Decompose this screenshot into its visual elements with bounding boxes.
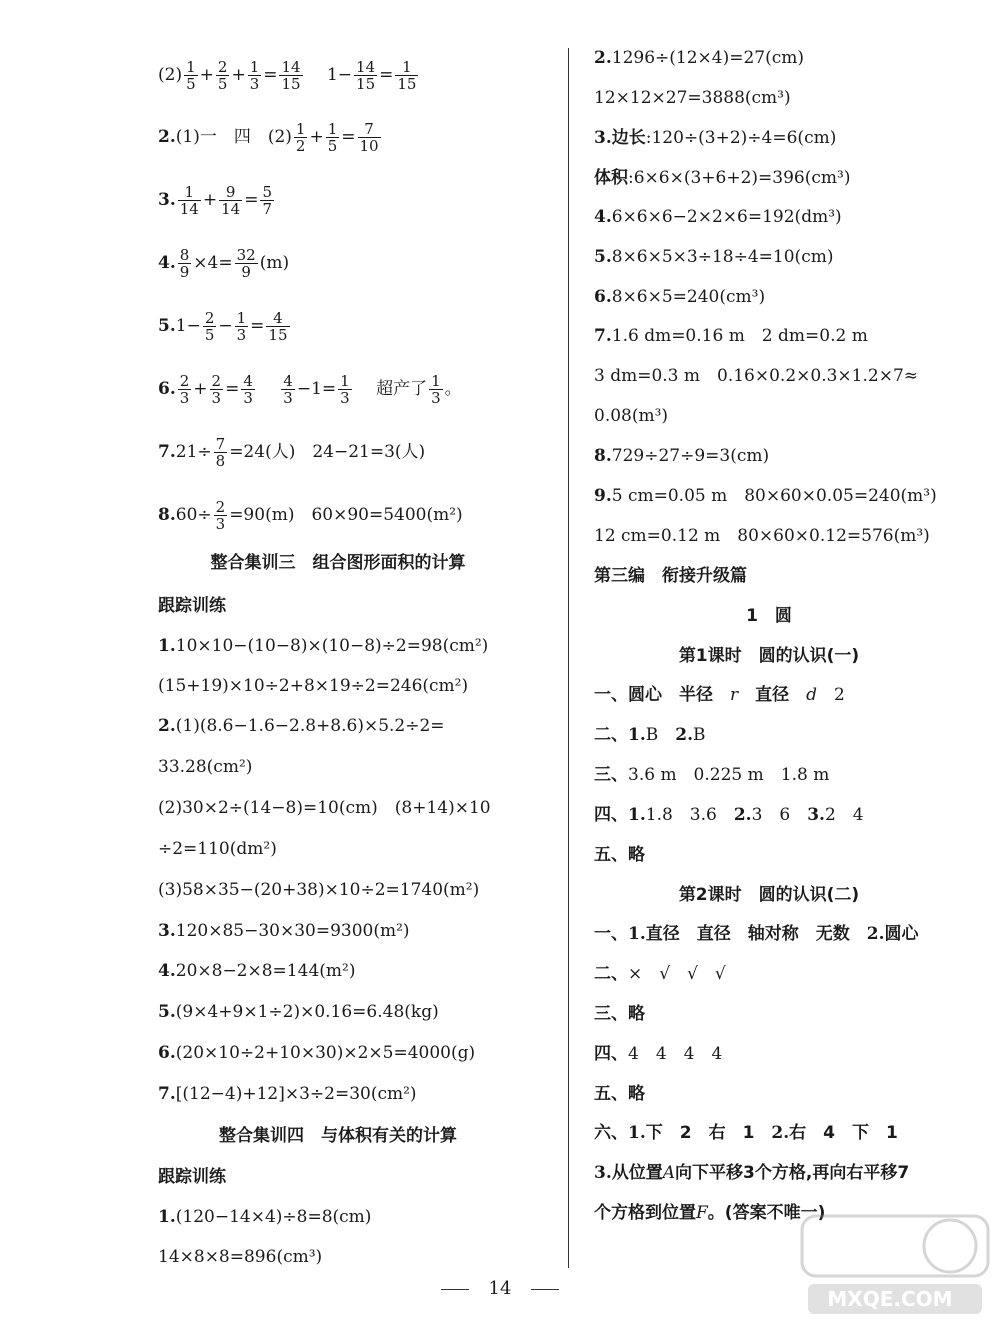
text: −1= [296,379,337,399]
answer-b1 [158,1205,371,1229]
answer-r9-cont: 12 cm=0.12 m 80×60×0.12=576(m³) [594,526,930,546]
answer-a1-cont: (15+19)×10÷2+8×19÷2=246(cm²) [158,676,469,696]
text: 向下平移3个方格,再向右平移7 [675,1163,910,1183]
item-number: 四、 [594,1044,628,1064]
item-number: 7. [594,326,612,346]
answer-r9 [594,484,937,508]
fraction: $\frac{4}{3}$ [243,372,253,407]
section-heading-4: 整合集训四 与体积有关的计算 [219,1126,457,1146]
fraction: $\frac{7}{10}$ [359,120,379,155]
lesson-1-heading: 第1课时 圆的认识(一) [678,646,860,666]
text: (1)一 四 (2) [175,127,292,147]
answer-a2-part2-cont: ÷2=110(dm²) [158,839,277,859]
item-number: 5. [158,1002,176,1022]
item-number: 6. [594,287,612,307]
unit-heading: 1 圆 [746,606,792,626]
item-number: 五、 [594,845,628,865]
answer-d1 [594,922,919,946]
answer-5: 5.1− $\frac{2}{5}$ − $\frac{1}{3}$ = $\frac{4}{15}$ [158,309,288,344]
fraction: $\frac{8}{9}$ [179,246,190,281]
item-number: 6. [158,379,176,399]
item-number: 5. [158,316,176,336]
text: :120÷(3+2)÷4=6(cm) [645,128,837,148]
item-number: 二、 [594,725,628,745]
item-number: 四、 [594,805,628,825]
answer-r7 [594,324,868,348]
item-number: 三、 [594,765,628,785]
answer-d7-cont [594,1201,825,1225]
page-number: 14 [488,1278,512,1299]
answer-a6 [158,1041,475,1065]
answer-r7-cont: 3 dm=0.3 m 0.16×0.2×0.3×1.2×7≈ [594,366,919,386]
label: (2) [158,65,183,85]
item-number: 2. [594,48,612,68]
text: 8×6×5×3÷18÷4=10(cm) [611,247,834,267]
answer-a2-cont: 33.28(cm²) [158,757,253,777]
text: 略 [628,1004,645,1024]
watermark-logo [800,1210,990,1320]
text: 8×6×5=240(cm³) [611,287,766,307]
answer-c2 [594,723,706,747]
fraction: $\frac{4}{15}$ [268,309,288,344]
item-number: 六、 [594,1123,628,1143]
text: 1296÷(12×4)=27(cm) [611,48,804,68]
fraction: $\frac{2}{5}$ [204,309,215,344]
answer-d4 [594,1042,722,1066]
text: 。 [444,379,462,399]
text: 20×8−2×8=144(m²) [175,961,356,981]
text: (9×4+9×1÷2)×0.16=6.48(kg) [175,1002,439,1022]
sub-number: 2. [771,1123,790,1143]
sub-number: 1. [628,725,646,745]
item-number: 8. [158,505,176,525]
answer-r5 [594,245,833,269]
answer-6: 6. $\frac{2}{3}$ + $\frac{2}{3}$ = $\frac{4}{3}$ $\frac{4}{3}$ −1= $\frac{1}{3}$ 超产了 $\frac{1}{3}$ 。 [158,372,462,407]
text: 略 [628,845,645,865]
item-number: 3. [594,1163,612,1183]
text: =90(m) 60×90=5400(m²) [229,505,463,525]
item-number: 五、 [594,1084,628,1104]
text: (120−14×4)÷8=8(cm) [175,1207,372,1227]
answer-d6 [594,1121,898,1145]
text: B [645,725,676,745]
answer-b1-cont: 14×8×8=896(cm³) [158,1247,323,1267]
sub-number: 2. [675,725,693,745]
fraction: $\frac{32}{9}$ [236,246,256,281]
item-number: 7. [158,1084,176,1104]
footer-dash-right [531,1289,559,1290]
item-number: 8. [594,446,612,466]
text: 1− [175,316,201,336]
answer-c1 [594,683,845,707]
text: 从位置 [611,1163,663,1183]
answer-c4 [594,803,864,827]
text: (1)(8.6−1.6−2.8+8.6)×5.2÷2= [175,716,445,736]
answer-r7-cont2: 0.08(m³) [594,406,669,426]
lesson-2-heading: 第2课时 圆的认识(二) [678,885,860,905]
answer-d3 [594,1002,645,1026]
answer-4 [158,247,289,280]
text: 略 [628,1084,645,1104]
item-number: 1. [158,1207,176,1227]
item-number: 7. [158,442,176,462]
text: ×4= [193,253,233,273]
subheading-tracking-3: 跟踪训练 [158,596,226,616]
fraction: $\frac{1}{3}$ [236,309,247,344]
answer-r3 [594,126,836,150]
subheading-tracking-4: 跟踪训练 [158,1167,226,1187]
text: × √ √ √ [628,964,726,984]
text: 下 2 右 1 [645,1123,772,1143]
answer-c3 [594,763,829,787]
label: 体积 [594,168,628,188]
text: 2 4 [824,805,864,825]
item-number: 1. [158,636,176,656]
text: 1.6 dm=0.16 m 2 dm=0.2 m [611,326,868,346]
answer-a2-part3: (3)58×35−(20+38)×10÷2=1740(m²) [158,880,480,900]
item-number: 3. [594,128,612,148]
item-number: 3. [158,190,176,210]
answer-a1 [158,634,488,658]
answer-r8 [594,444,769,468]
text: (m) [259,253,290,273]
text: 21÷ [175,442,212,462]
fraction: $\frac{1}{3}$ [340,372,350,407]
answer-d7 [594,1161,909,1185]
item-number: 5. [594,247,612,267]
sub-number: 3. [807,805,825,825]
item-number: 3. [158,921,176,941]
answer-7 [158,436,425,469]
text: 2 [817,685,845,705]
item-number: 4. [158,961,176,981]
variable: d [806,685,818,705]
fraction: $\frac{14}{15}$ [281,58,301,93]
text: 圆心 半径 [628,685,730,705]
fraction: $\frac{1}{3}$ [431,372,441,407]
text: 3 6 [751,805,808,825]
answer-r2-cont: 12×12×27=3888(cm³) [594,88,791,108]
fraction: $\frac{5}{7}$ [262,183,272,218]
answer-d2 [594,962,726,986]
item-number: 6. [158,1043,176,1063]
item-number: 2. [158,127,176,147]
answer-r6 [594,285,765,309]
answer-r2 [594,46,804,70]
text: :6×6×(3+6+2)=396(cm³) [628,168,851,188]
text: 直径 [738,685,807,705]
sub-number: 1. [628,924,646,944]
fraction: $\frac{4}{3}$ [283,372,293,407]
answer-a2-part2: (2)30×2÷(14−8)=10(cm) (8+14)×10 [158,798,491,818]
variable: r [730,685,739,705]
fraction: $\frac{1}{2}$ [295,120,306,155]
fraction: $\frac{7}{8}$ [215,435,226,470]
answer-3: 3. $\frac{1}{14}$ + $\frac{9}{14}$ = $\frac{5}{7}$ [158,183,272,218]
answer-a3 [158,919,410,943]
fraction: $\frac{2}{5}$ [217,58,228,93]
label: 边长 [611,128,646,148]
sub-number: 1. [628,805,646,825]
section-heading-3: 整合集训三 组合图形面积的计算 [210,553,466,573]
item-number: 4. [158,253,176,273]
text: 。(答案不唯一) [707,1203,826,1223]
answer-a7 [158,1082,417,1106]
answer-a4 [158,959,355,983]
text: 729÷27÷9=3(cm) [611,446,770,466]
text: 60÷ [175,505,212,525]
text: 右 4 下 1 [789,1123,898,1143]
answer-8 [158,499,463,532]
fraction: $\frac{1}{3}$ [249,58,260,93]
sub-number: 2. [866,924,885,944]
fraction: $\frac{1}{14}$ [179,183,199,218]
answer-d5 [594,1082,645,1106]
text: 1− [326,65,353,85]
fraction: $\frac{14}{15}$ [356,58,376,93]
text: [(12−4)+12]×3÷2=30(cm²) [175,1084,417,1104]
text: (20×10÷2+10×30)×2×5=4000(g) [175,1043,476,1063]
text: 5 cm=0.05 m 80×60×0.05=240(m³) [611,486,937,506]
text: 3.6 m 0.225 m 1.8 m [628,765,830,785]
fraction: $\frac{2}{3}$ [215,498,226,533]
text: 直径 直径 轴对称 无数 [645,924,867,944]
answer-c5 [594,843,645,867]
text: 6×6×6−2×2×6=192(dm³) [611,207,842,227]
fraction: $\frac{9}{14}$ [221,183,241,218]
sub-number: 1. [628,1123,646,1143]
fraction: $\frac{2}{3}$ [211,372,222,407]
text: B [693,725,706,745]
fraction: $\frac{2}{3}$ [179,372,190,407]
item-number: 一、 [594,685,628,705]
item-number: 一、 [594,924,628,944]
fraction: $\frac{1}{5}$ [327,120,338,155]
text: 120×85−30×30=9300(m²) [175,921,410,941]
text: 圆心 [884,924,919,944]
watermark-site-text: MXQE.COM [827,1287,953,1311]
answer-r4 [594,205,842,229]
answer-r3-cont [594,166,850,190]
text: =24(人) 24−21=3(人) [229,442,426,462]
answer-a5 [158,1000,439,1024]
footer-dash-left [441,1289,469,1290]
variable: F [696,1203,708,1223]
text: 超产了 [376,379,428,399]
answer-line-2: (2) $\frac{1}{5}$ + $\frac{2}{5}$ + $\frac{1}{3}$ = $\frac{14}{15}$ 1− $\frac{14}{15}$ = $\frac{1}{15}$ [158,58,417,93]
item-number: 二、 [594,964,628,984]
fraction: $\frac{1}{5}$ [186,58,196,93]
answer-a2 [158,714,445,738]
fraction: $\frac{1}{15}$ [397,58,417,93]
text: 4 4 4 4 [628,1044,723,1064]
item-number: 4. [594,207,612,227]
text: 个方格到位置 [594,1203,696,1223]
variable: A [662,1163,676,1183]
part-heading: 第三编 衔接升级篇 [594,566,747,586]
answer-2: 2.(1)一 四 (2) $\frac{1}{2}$ + $\frac{1}{5}$ = $\frac{7}{10}$ [158,120,379,155]
sub-number: 2. [733,805,752,825]
item-number: 9. [594,486,612,506]
item-number: 2. [158,716,176,736]
text: 1.8 3.6 [645,805,734,825]
item-number: 三、 [594,1004,628,1024]
text: 10×10−(10−8)×(10−8)÷2=98(cm²) [175,636,489,656]
